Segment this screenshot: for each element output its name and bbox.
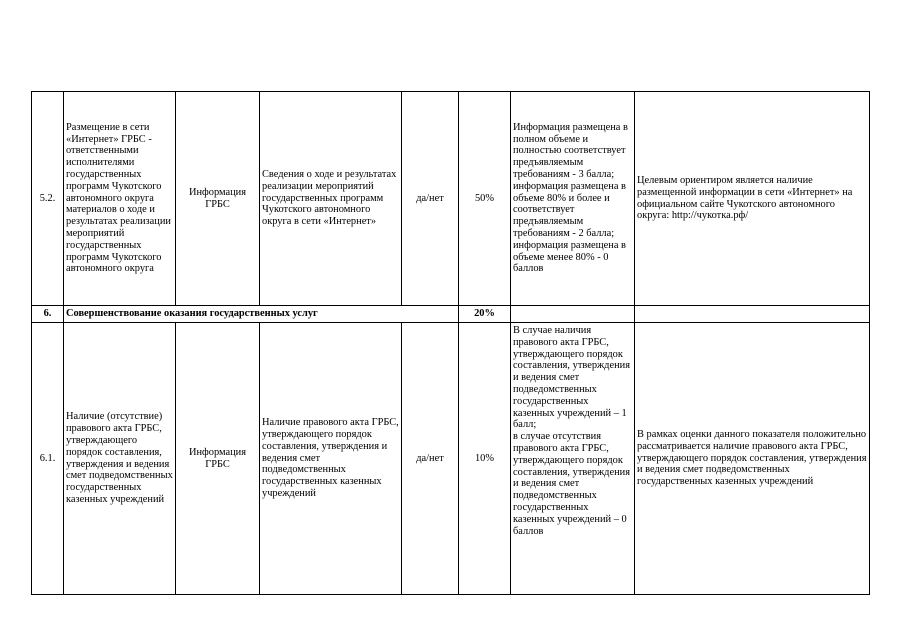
- weight: 50%: [459, 92, 511, 306]
- scoring-rule: В случае наличия правового акта ГРБС, утверждающего порядок составления, утверждения и ведения смет подведомственных государственных казенных учреждений – 1 балл; в случае отсутствия правового акта ГРБС, утверждающего порядок составления, утверждения и ведения смет подведомственных государственных казенных учреждений – 0 баллов: [511, 323, 635, 595]
- empty-cell: [511, 306, 635, 323]
- section-number: 6.: [32, 306, 64, 323]
- row-number: 5.2.: [32, 92, 64, 306]
- scoring-rule: Информация размещена в полном объеме и полностью соответствует предъявляемым требованиям - 3 балла; информация размещена в объеме 80% и более и соответствует предъявляемым требованиям - 2 балла; информация размещена в объеме менее 80% - 0 баллов: [511, 92, 635, 306]
- unit: да/нет: [402, 92, 459, 306]
- comment: В рамках оценки данного показателя положительно рассматривается наличие правового акта ГРБС, утверждающего порядок составления, утверждения и ведения смет подведомственных государственных казенных учреждений: [635, 323, 870, 595]
- section-weight: 20%: [459, 306, 511, 323]
- table-row: [32, 92, 870, 306]
- row-number: 6.1.: [32, 323, 64, 595]
- indicator-table: [31, 91, 870, 595]
- table-row: [32, 323, 870, 595]
- unit: да/нет: [402, 323, 459, 595]
- comment: Целевым ориентиром является наличие размещенной информации в сети «Интернет» на официальном сайте Чукотского автономного округа: http://чукотка.рф/: [635, 92, 870, 306]
- data-source: Информация ГРБС: [176, 92, 260, 306]
- indicator-description: Сведения о ходе и результатах реализации мероприятий государственных программ Чукотского автономного округа в сети «Интернет»: [260, 92, 402, 306]
- section-title: Совершенствование оказания государственных услуг: [64, 306, 459, 323]
- indicator-name: Наличие (отсутствие) правового акта ГРБС, утверждающего порядок составления, утверждения и ведения смет подведомственных государственных казенных учреждений: [64, 323, 176, 595]
- data-source: Информация ГРБС: [176, 323, 260, 595]
- section-row: [32, 306, 870, 323]
- weight: 10%: [459, 323, 511, 595]
- indicator-description: Наличие правового акта ГРБС, утверждающего порядок составления, утверждения и ведения смет подведомственных государственных казенных учреждений: [260, 323, 402, 595]
- empty-cell: [635, 306, 870, 323]
- indicator-name: Размещение в сети «Интернет» ГРБС - ответственными исполнителями государственных программ Чукотского автономного округа материалов о ходе и результатах реализации мероприятий государственных программ Чукотского автономного округа: [64, 92, 176, 306]
